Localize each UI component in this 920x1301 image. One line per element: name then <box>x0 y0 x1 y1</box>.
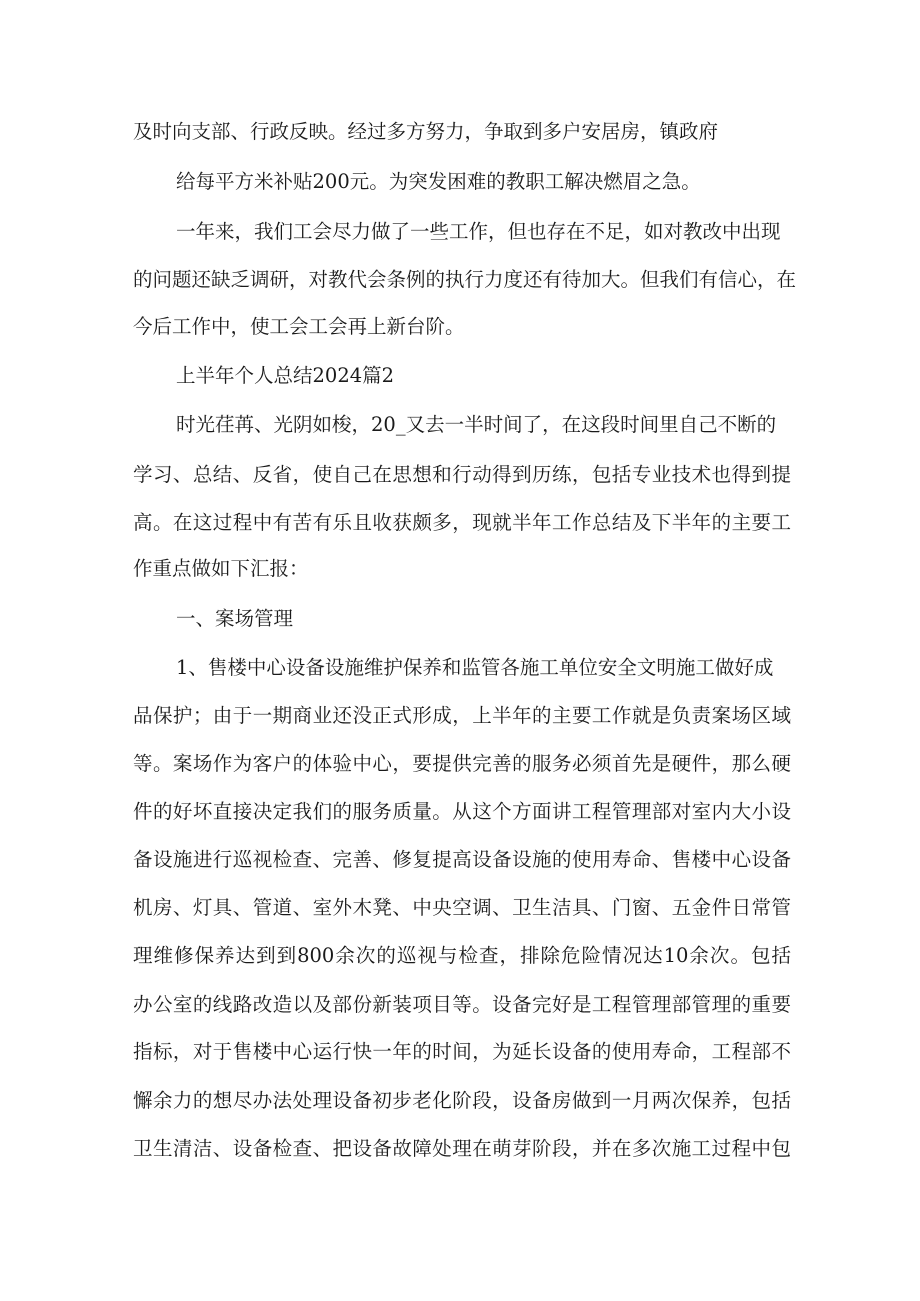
text-line <box>0 549 920 589</box>
text-line-content: 作重点做如下汇报： <box>133 557 309 580</box>
text-line <box>0 503 920 543</box>
text-line <box>0 212 920 252</box>
text-line-content: 及时向支部、行政反映。经过多方努力，争取到多户安居房，镇政府 <box>133 120 719 143</box>
text-line <box>0 307 920 347</box>
text-line-content: 高。在这过程中有苦有乐且收获颇多，现就半年工作总结及下半年的主要工 <box>133 511 791 534</box>
text-line-content: 今后工作中，使工会工会再上新台阶。 <box>133 315 465 338</box>
text-line <box>0 455 920 495</box>
text-line <box>0 1129 920 1169</box>
text-line-content: 时光荏苒、光阴如梭，20_又去一半时间了，在这段时间里自己不断的 <box>176 413 777 436</box>
text-line <box>0 696 920 736</box>
text-line <box>0 405 920 445</box>
text-line <box>0 840 920 880</box>
text-line <box>0 792 920 832</box>
text-line <box>0 888 920 928</box>
text-line <box>0 985 920 1025</box>
text-line <box>0 162 920 202</box>
text-line-content: 给每平方米补贴200元。为突发困难的教职工解决燃眉之急。 <box>176 170 701 193</box>
text-line <box>0 260 920 300</box>
text-line-content: 一年来，我们工会尽力做了一些工作，但也存在不足，如对教改中出现 <box>176 220 781 243</box>
text-line-content: 指标，对于售楼中心运行快一年的时间，为延长设备的使用寿命，工程部不 <box>133 1040 791 1063</box>
text-line-content: 的问题还缺乏调研，对教代会条例的执行力度还有待加大。但我们有信心，在 <box>133 268 797 291</box>
text-line-content: 办公室的线路改造以及部份新装项目等。设备完好是工程管理部管理的重要 <box>133 993 791 1016</box>
text-line-content: 理维修保养达到到800余次的巡视与检查，排除危险情况达10余次。包括 <box>133 944 791 967</box>
text-line <box>0 1081 920 1121</box>
section-heading-text: 上半年个人总结2024篇2 <box>176 364 395 387</box>
text-line-content: 卫生清洁、设备检查、把设备故障处理在萌芽阶段，并在多次施工过程中包 <box>133 1137 791 1160</box>
section-heading-text: 一、案场管理 <box>176 607 294 630</box>
text-line-content: 机房、灯具、管道、室外木凳、中央空调、卫生洁具、门窗、五金件日常管 <box>133 896 791 919</box>
text-line <box>0 1032 920 1072</box>
text-line-content: 品保护；由于一期商业还没正式形成，上半年的主要工作就是负责案场区域 <box>133 704 791 727</box>
section-heading <box>0 356 920 396</box>
text-line-content: 件的好坏直接决定我们的服务质量。从这个方面讲工程管理部对室内大小设 <box>133 800 791 823</box>
text-line <box>0 112 920 152</box>
text-line-content: 懈余力的想尽办法处理设备初步老化阶段，设备房做到一月两次保养，包括 <box>133 1089 791 1112</box>
section-heading <box>0 599 920 639</box>
text-line-content: 1、售楼中心设备设施维护保养和监管各施工单位安全文明施工做好成 <box>176 656 774 679</box>
text-line-content: 学习、总结、反省，使自己在思想和行动得到历练，包括专业技术也得到提 <box>133 463 791 486</box>
text-line-content: 等。案场作为客户的体验中心，要提供完善的服务必须首先是硬件，那么硬 <box>133 752 791 775</box>
text-line <box>0 936 920 976</box>
text-line <box>0 744 920 784</box>
text-line-content: 备设施进行巡视检查、完善、修复提高设备设施的使用寿命、售楼中心设备 <box>133 848 791 871</box>
text-line <box>0 648 920 688</box>
